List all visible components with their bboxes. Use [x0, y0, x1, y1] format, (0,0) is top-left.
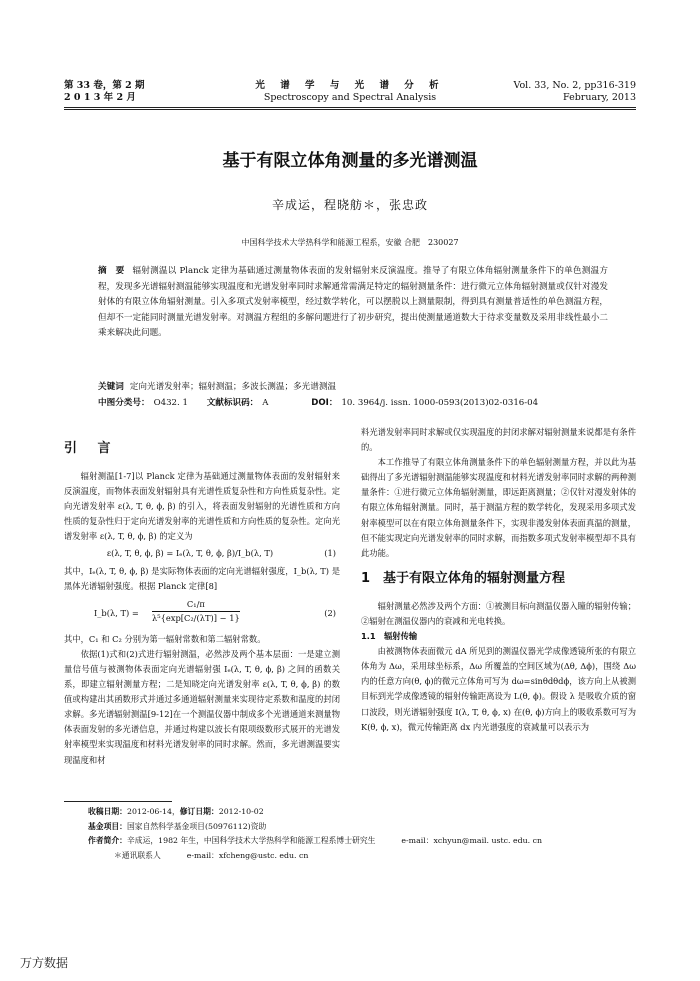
corresponding-line: [88, 849, 648, 864]
watermark: 万方数据: [20, 956, 69, 970]
section-1-title: 1 基于有限立体角的辐射测量方程: [361, 570, 566, 586]
body-paragraph: 由被测物体表面微元 dA 所见到的测温仪器光学成像透镜所张的有限立体角为 Δω，采用球坐标系，Δω 所覆盖的空间区域为(Δθ, Δϕ)，围绕 Δω 内的任意方向(θ, ϕ)的微元立体角可写为 dω=sinθdθdϕ，该方向上从被测目标到光学成像透镜的辐射传输距离设为 L(θ, ϕ)。假设 λ 是吸收介质的窗口波段，则光谱辐射强度 I(λ, T, θ, ϕ, x) 在(θ, ϕ)方向上的吸收系数可写为 K(θ, ϕ, x)，微元传输距离 dx 内光谱强度的衰减量可以表示为: [361, 646, 636, 732]
footnote-rule: [64, 801, 172, 802]
subsection-1-1-title: 1.1 辐射传输: [361, 631, 418, 642]
volume-pages: Vol. 33, No. 2, pp316-319: [513, 80, 636, 91]
abstract-label: 摘 要: [98, 266, 125, 276]
right-column: [361, 425, 636, 735]
corresponding-author: ＊通讯联系人: [114, 850, 161, 860]
author-bio-line: [88, 834, 648, 849]
equation-2: [64, 598, 340, 628]
abstract-text: 辐射测温以 Planck 定律为基础通过测量物体表面的发射辐射来反演温度。推导了有限立体角辐射测量条件下的单色测温方程，发现多光谱辐射测温能够实现温度和光谱发射率同时求解通常需满足特定的辐射测量条件：进行微元立体角辐射测量或仅针对漫发射体的有限立体角辐射测量。引入多项式发射率模型，经过数学转化，可以摆脱以上测量限制，得到具有测量普适性的单色测温方程，但却不一定能同时测量光谱发射率。对测温方程组的多解问题进行了初步研究，提出使测量通道数大于待求变量数及采用非线性最小二乘来解决此问题。: [98, 266, 608, 338]
journal-page-info: [513, 80, 636, 104]
doc-code-label: 文献标识码：: [206, 398, 259, 408]
header-rule: [64, 107, 636, 108]
clc-label: 中图分类号：: [98, 398, 150, 408]
equation-1: [64, 546, 340, 561]
corresponding-email: e-mail：xfcheng@ustc. edu. cn: [186, 850, 309, 860]
doi-label: DOI：: [311, 398, 338, 408]
section-introduction-title: 引 言: [64, 441, 119, 456]
keywords: [98, 380, 608, 395]
equation-2-numerator: C₁/π: [152, 598, 240, 612]
paper-authors: 辛成运，程晓舫＊，张忠政: [271, 198, 428, 212]
equation-2-denominator: λ⁵{exp[C₂/(λT)] − 1}: [152, 612, 240, 623]
equation-1-number: (1): [324, 548, 336, 559]
keywords-label: 关键词: [98, 382, 124, 392]
fund-value: 国家自然科学基金项目(50976112)资助: [126, 821, 267, 831]
revised-date: 2012-10-02: [218, 807, 264, 816]
keywords-text: 定向光谱发射率；辐射测温；多波长测温；多光谱测温: [129, 382, 337, 392]
doi-value: 10. 3964/j. issn. 1000-0593(2013)02-0316-04: [341, 398, 539, 408]
revised-label: 修订日期：: [179, 807, 219, 816]
fund-label: 基金项目：: [88, 821, 127, 831]
equation-2-fraction: [152, 598, 240, 625]
journal-name-en: Spectroscopy and Spectral Analysis: [263, 92, 437, 103]
paper-title: 基于有限立体角测量的多光谱测温: [222, 151, 478, 171]
author-bio-label: 作者简介：: [88, 836, 127, 845]
received-label: 收稿日期：: [88, 807, 127, 816]
author-email: e-mail：xchyun@mail. ustc. edu. cn: [401, 836, 542, 845]
issue-date: 2 0 1 3 年 2 月: [64, 92, 136, 103]
abstract: [98, 264, 608, 342]
classification-line: [98, 396, 638, 411]
publication-month: February, 2013: [563, 92, 636, 103]
intro-paragraph: 辐射测温[1-7]以 Planck 定律为基础通过测量物体表面的发射辐射来反演温度，而物体表面发射辐射具有光谱性质复杂性和方向性质复杂性。定向光谱发射率 ε(λ, T, θ, ϕ, β) 的引入，将表面发射辐射的光谱性质和方向性质的复杂性归于定向光谱发射率的光谱性质和方向性质的复杂性。定向光谱发射率 ε(λ, T, θ, ϕ, β) 的定义为: [64, 471, 340, 542]
author-affiliation: 中国科学技术大学热科学和能源工程系，安徽 合肥 230027: [241, 238, 459, 247]
footnote: [88, 805, 648, 863]
doc-code-value: A: [262, 398, 269, 408]
intro-paragraph: 依据(1)式和(2)式进行辐射测温，必然涉及两个基本层面：一是建立测量信号值与被测物体表面定向光谱辐射强 Iₑ(λ, T, θ, ϕ, β) 之间的函数关系，即建立辐射测量方程；二是知晓定向光谱发射率 ε(λ, T, θ, ϕ, β) 的数值或构建出其函数形式并通过多通道辐射测量来实现待定系数和温度的封闭求解。多光谱辐射测温[9-12]在一个测温仪器中制成多个光谱通道来测量物体表面发射的多光谱信息，并通过构建以波长有限项级数形式展开的光谱发射率模型来实现温度和材料光谱发射率的同时求解。然而，多光谱测温要实现温度和材: [64, 648, 340, 765]
header-rule-thin: [64, 109, 636, 110]
left-column: [64, 425, 340, 768]
author-bio-value: 辛成运，1982 年生，中国科学技术大学热科学和能源工程系博士研究生: [126, 836, 376, 845]
received-line: [88, 805, 648, 820]
intro-paragraph: 其中，Iₑ(λ, T, θ, ϕ, β) 是实际物体表面的定向光谱辐射强度，I_b(λ, T) 是黑体光谱辐射强度。根据 Planck 定律[8]: [64, 565, 340, 591]
clc-value: O432. 1: [153, 398, 188, 408]
volume-issue: 第 33 卷，第 2 期: [64, 80, 145, 91]
running-header: [64, 80, 636, 116]
body-paragraph: 料光谱发射率同时求解或仅实现温度的封闭求解对辐射测量来说都是有条件的。: [361, 427, 636, 453]
intro-paragraph: 其中，C₁ 和 C₂ 分别为第一辐射常数和第二辐射常数。: [64, 633, 266, 644]
equation-1-body: ε(λ, T, θ, ϕ, β) = Iₑ(λ, T, θ, ϕ, β)/I_b(λ, T): [106, 548, 274, 559]
received-date: 2012-06-14，: [126, 807, 180, 816]
equation-2-lhs: I_b(λ, T) =: [94, 607, 139, 618]
fund-line: [88, 820, 648, 835]
equation-2-number: (2): [324, 607, 336, 618]
body-paragraph: 辐射测量必然涉及两个方面：①被测目标向测温仪器入瞳的辐射传输；②辐射在测温仪器内的衰减和光电转换。: [361, 600, 636, 626]
body-paragraph: 本工作推导了有限立体角测量条件下的单色辐射测量方程，并以此为基础得出了多光谱辐射测温能够实现温度和材料光谱发射率同时求解的两种测量条件：①进行微元立体角辐射测量，即远距离测量；②仅针对漫发射体的有限立体角辐射测量。同时，基于测温方程的数学转化，发现采用多项式发射率模型可以在有限立体角测量条件下，实现非漫发射体表面真温的测量，但不能实现定向光谱发射率的同时求解，而指数多项式发射率模型却不具有此功能。: [361, 457, 636, 558]
journal-name-cn: 光 谱 学 与 光 谱 分 析: [255, 80, 445, 91]
